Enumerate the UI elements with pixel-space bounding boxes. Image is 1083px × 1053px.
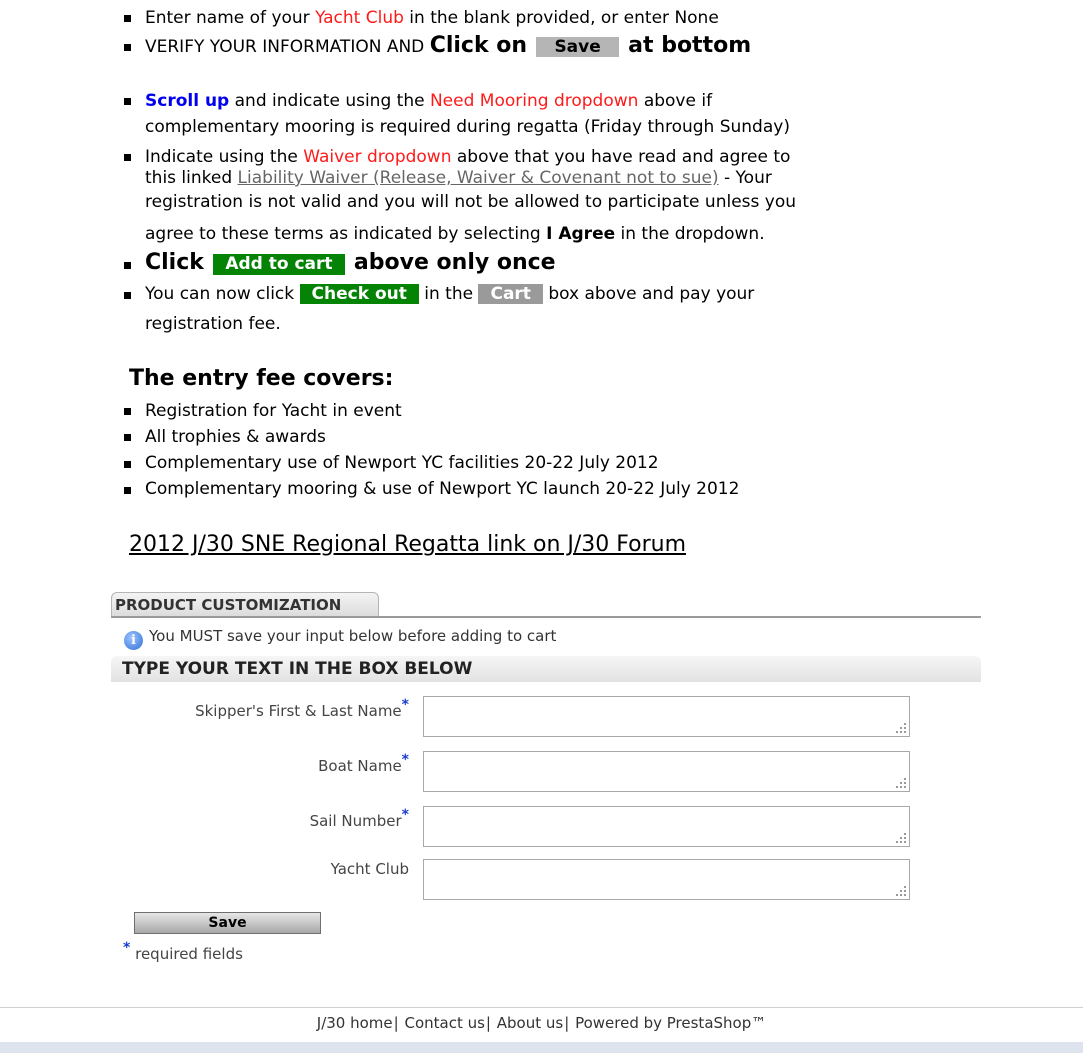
required-star: * [401,807,409,823]
scroll-up-text: Scroll up [145,91,230,111]
instruction-checkout [145,284,754,304]
sail-number-label [310,807,409,830]
info-message [124,627,556,650]
separator: | [393,1014,399,1032]
save-pill: Save [536,37,618,57]
cart-pill: Cart [478,284,542,304]
footer-link-about[interactable]: About us [496,1014,564,1032]
click-on-text: Click on [429,33,528,58]
fee-item: Complementary mooring & use of Newport YC launch 20-22 July 2012 [145,479,740,499]
bullet [124,461,131,468]
separator: | [564,1014,570,1032]
check-out-pill: Check out [300,284,419,304]
highlight: Waiver dropdown [303,147,452,167]
label-text: Yacht Club [330,860,409,878]
sail-number-input[interactable] [423,806,910,847]
fee-item: Registration for Yacht in event [145,401,402,421]
tab-divider [111,616,981,618]
footer-link-contact[interactable]: Contact us [404,1014,485,1032]
yacht-club-input[interactable] [423,859,910,900]
bullet [124,434,131,441]
separator: | [485,1014,491,1032]
text: above that you have read and agree to [451,147,791,167]
bullet [124,44,131,51]
text: VERIFY YOUR INFORMATION AND [145,37,430,57]
bullet [124,487,131,494]
text: You can now click [145,284,300,304]
fee-item: All trophies & awards [145,427,326,447]
footer [0,1014,1083,1032]
required-star: * [123,940,131,956]
instruction-waiver-line2 [145,168,772,188]
instruction-waiver [145,147,790,167]
instruction-waiver-line3: registration is not valid and you will not be allowed to participate unless you [145,192,797,212]
boat-name-input[interactable] [423,751,910,792]
instruction-add-to-cart [145,250,556,277]
label-text: Boat Name [318,757,402,775]
label-text: Sail Number [309,812,402,830]
footer-link-prestashop[interactable]: Powered by PrestaShop™ [575,1014,767,1032]
required-star: * [401,752,409,768]
instruction-mooring [145,91,712,111]
add-to-cart-pill: Add to cart [213,254,344,275]
boat-name-label [318,752,409,775]
save-button[interactable]: Save [134,912,321,934]
label-text: Skipper's First & Last Name [195,702,402,720]
i-agree-text: I Agree [546,224,616,244]
at-bottom-text: at bottom [628,33,752,58]
instruction-verify [145,33,751,60]
footer-divider [0,1007,1083,1008]
tab-product-customization[interactable]: PRODUCT CUSTOMIZATION [111,592,379,616]
text: in the blank provided, or enter None [403,8,719,28]
instruction-yacht-club [145,8,719,28]
liability-waiver-link[interactable]: Liability Waiver (Release, Waiver & Covenant not to sue) [237,168,719,188]
yacht-club-label [331,860,409,878]
instruction-mooring-line2: complementary mooring is required during regatta (Friday through Sunday) [145,117,790,137]
skipper-name-input[interactable] [423,696,910,737]
bullet [124,15,131,22]
instruction-checkout-line2: registration fee. [145,314,281,334]
section-title: TYPE YOUR TEXT IN THE BOX BELOW [111,656,981,682]
text: this linked [145,168,238,188]
forum-link[interactable]: 2012 J/30 SNE Regional Regatta link on J/30 Forum [129,532,687,557]
highlight: Yacht Club [315,8,404,28]
text: in the [418,284,479,304]
info-icon: i [124,631,143,650]
click-text: Click [145,250,204,275]
fee-heading: The entry fee covers: [129,366,394,391]
required-star: * [401,697,409,713]
required-note-text: required fields [135,945,243,963]
text: and indicate using the [229,91,430,111]
text: above if [638,91,713,111]
bullet [124,408,131,415]
instruction-waiver-line4 [145,224,765,244]
text: box above and pay your [542,284,755,304]
required-fields-note [123,940,243,963]
text: Indicate using the [145,147,304,167]
footer-link-home[interactable]: J/30 home [316,1014,393,1032]
text: in the dropdown. [615,224,765,244]
bullet [124,98,131,105]
bullet [124,262,131,269]
bullet [124,292,131,299]
fee-item: Complementary use of Newport YC facilities 20-22 July 2012 [145,453,659,473]
info-text: You MUST save your input below before adding to cart [149,627,557,645]
bottom-strip [0,1042,1083,1053]
text: - Your [718,168,772,188]
text: agree to these terms as indicated by selecting [145,224,547,244]
skipper-name-label [195,697,409,720]
highlight: Need Mooring dropdown [429,91,639,111]
bullet [124,154,131,161]
above-only-once-text: above only once [353,250,556,275]
text: Enter name of your [145,8,316,28]
